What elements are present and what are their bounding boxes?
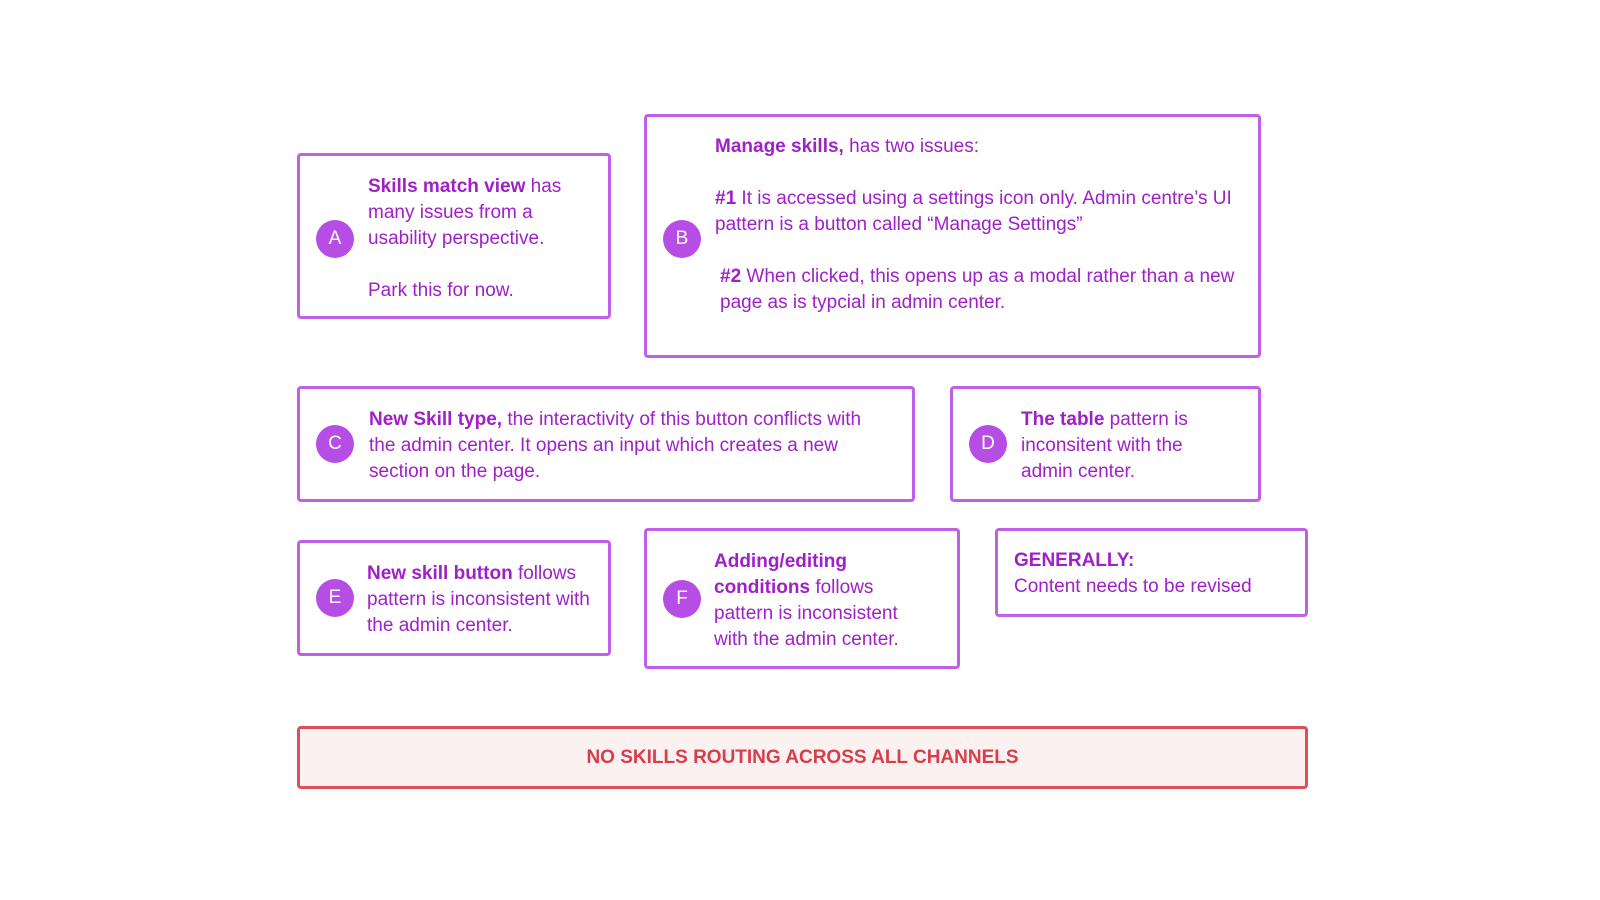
note-c-description: the interactivity of this button conflicts with the admin center. It opens an input which creates a new section on the page. [369,409,862,482]
badge-d: D [969,425,1007,463]
note-c-text [369,407,889,485]
note-d [950,386,1261,502]
note-b-heading: Manage skills, [715,136,844,157]
note-b-issue-2-text: When clicked, this opens up as a modal rather than a new page as is typcial in admin center. [720,266,1235,313]
note-d-heading: The table [1021,409,1105,430]
note-e [297,540,611,656]
note-b [644,114,1261,358]
note-d-paragraph-1 [1021,407,1221,485]
note-e-description: follows pattern is inconsistent with the admin center. [367,563,590,636]
note-b-paragraph-1 [715,134,1250,160]
note-d-text [1021,407,1221,485]
note-general-title: GENERALLY: [1014,550,1135,571]
routing-warning-banner: NO SKILLS ROUTING ACROSS ALL CHANNELS [297,726,1308,789]
note-a-paragraph-2: Park this for now. [368,280,514,301]
note-f [644,528,960,669]
badge-f: F [663,580,701,618]
note-general-body: Content needs to be revised [1014,576,1252,597]
badge-e: E [316,579,354,617]
note-b-issue-1 [715,186,1250,238]
badge-b: B [663,220,701,258]
note-general [995,528,1308,617]
note-a-heading: Skills match view [368,176,526,197]
note-c-heading: New Skill type, [369,409,503,430]
note-e-heading: New skill button [367,563,513,584]
note-a-description: has many issues from a usability perspective. [368,176,562,249]
note-f-heading: Adding/editing conditions [714,551,847,598]
note-d-description: pattern is inconsitent with the admin center. [1021,409,1188,482]
note-f-paragraph-1 [714,549,934,653]
note-c [297,386,915,502]
note-f-text [714,549,934,653]
note-b-issue-2 [715,264,1250,316]
note-c-paragraph-1 [369,407,889,485]
note-a-text [368,174,596,304]
note-b-issue-2-number: #2 [720,266,742,287]
note-general-text [1014,548,1294,600]
note-b-issue-1-number: #1 [715,188,737,209]
badge-a: A [316,220,354,258]
note-a-paragraph-1 [368,174,596,252]
note-b-intro: has two issues: [843,136,980,157]
note-f-description: follows pattern is inconsistent with the admin center. [714,577,899,650]
note-a [297,153,611,319]
note-e-paragraph-1 [367,561,599,639]
badge-c: C [316,425,354,463]
note-b-issue-1-text: It is accessed using a settings icon only. Admin centre’s UI pattern is a button called “Manage Settings” [715,188,1232,235]
note-b-text [715,134,1250,316]
note-e-text [367,561,599,639]
